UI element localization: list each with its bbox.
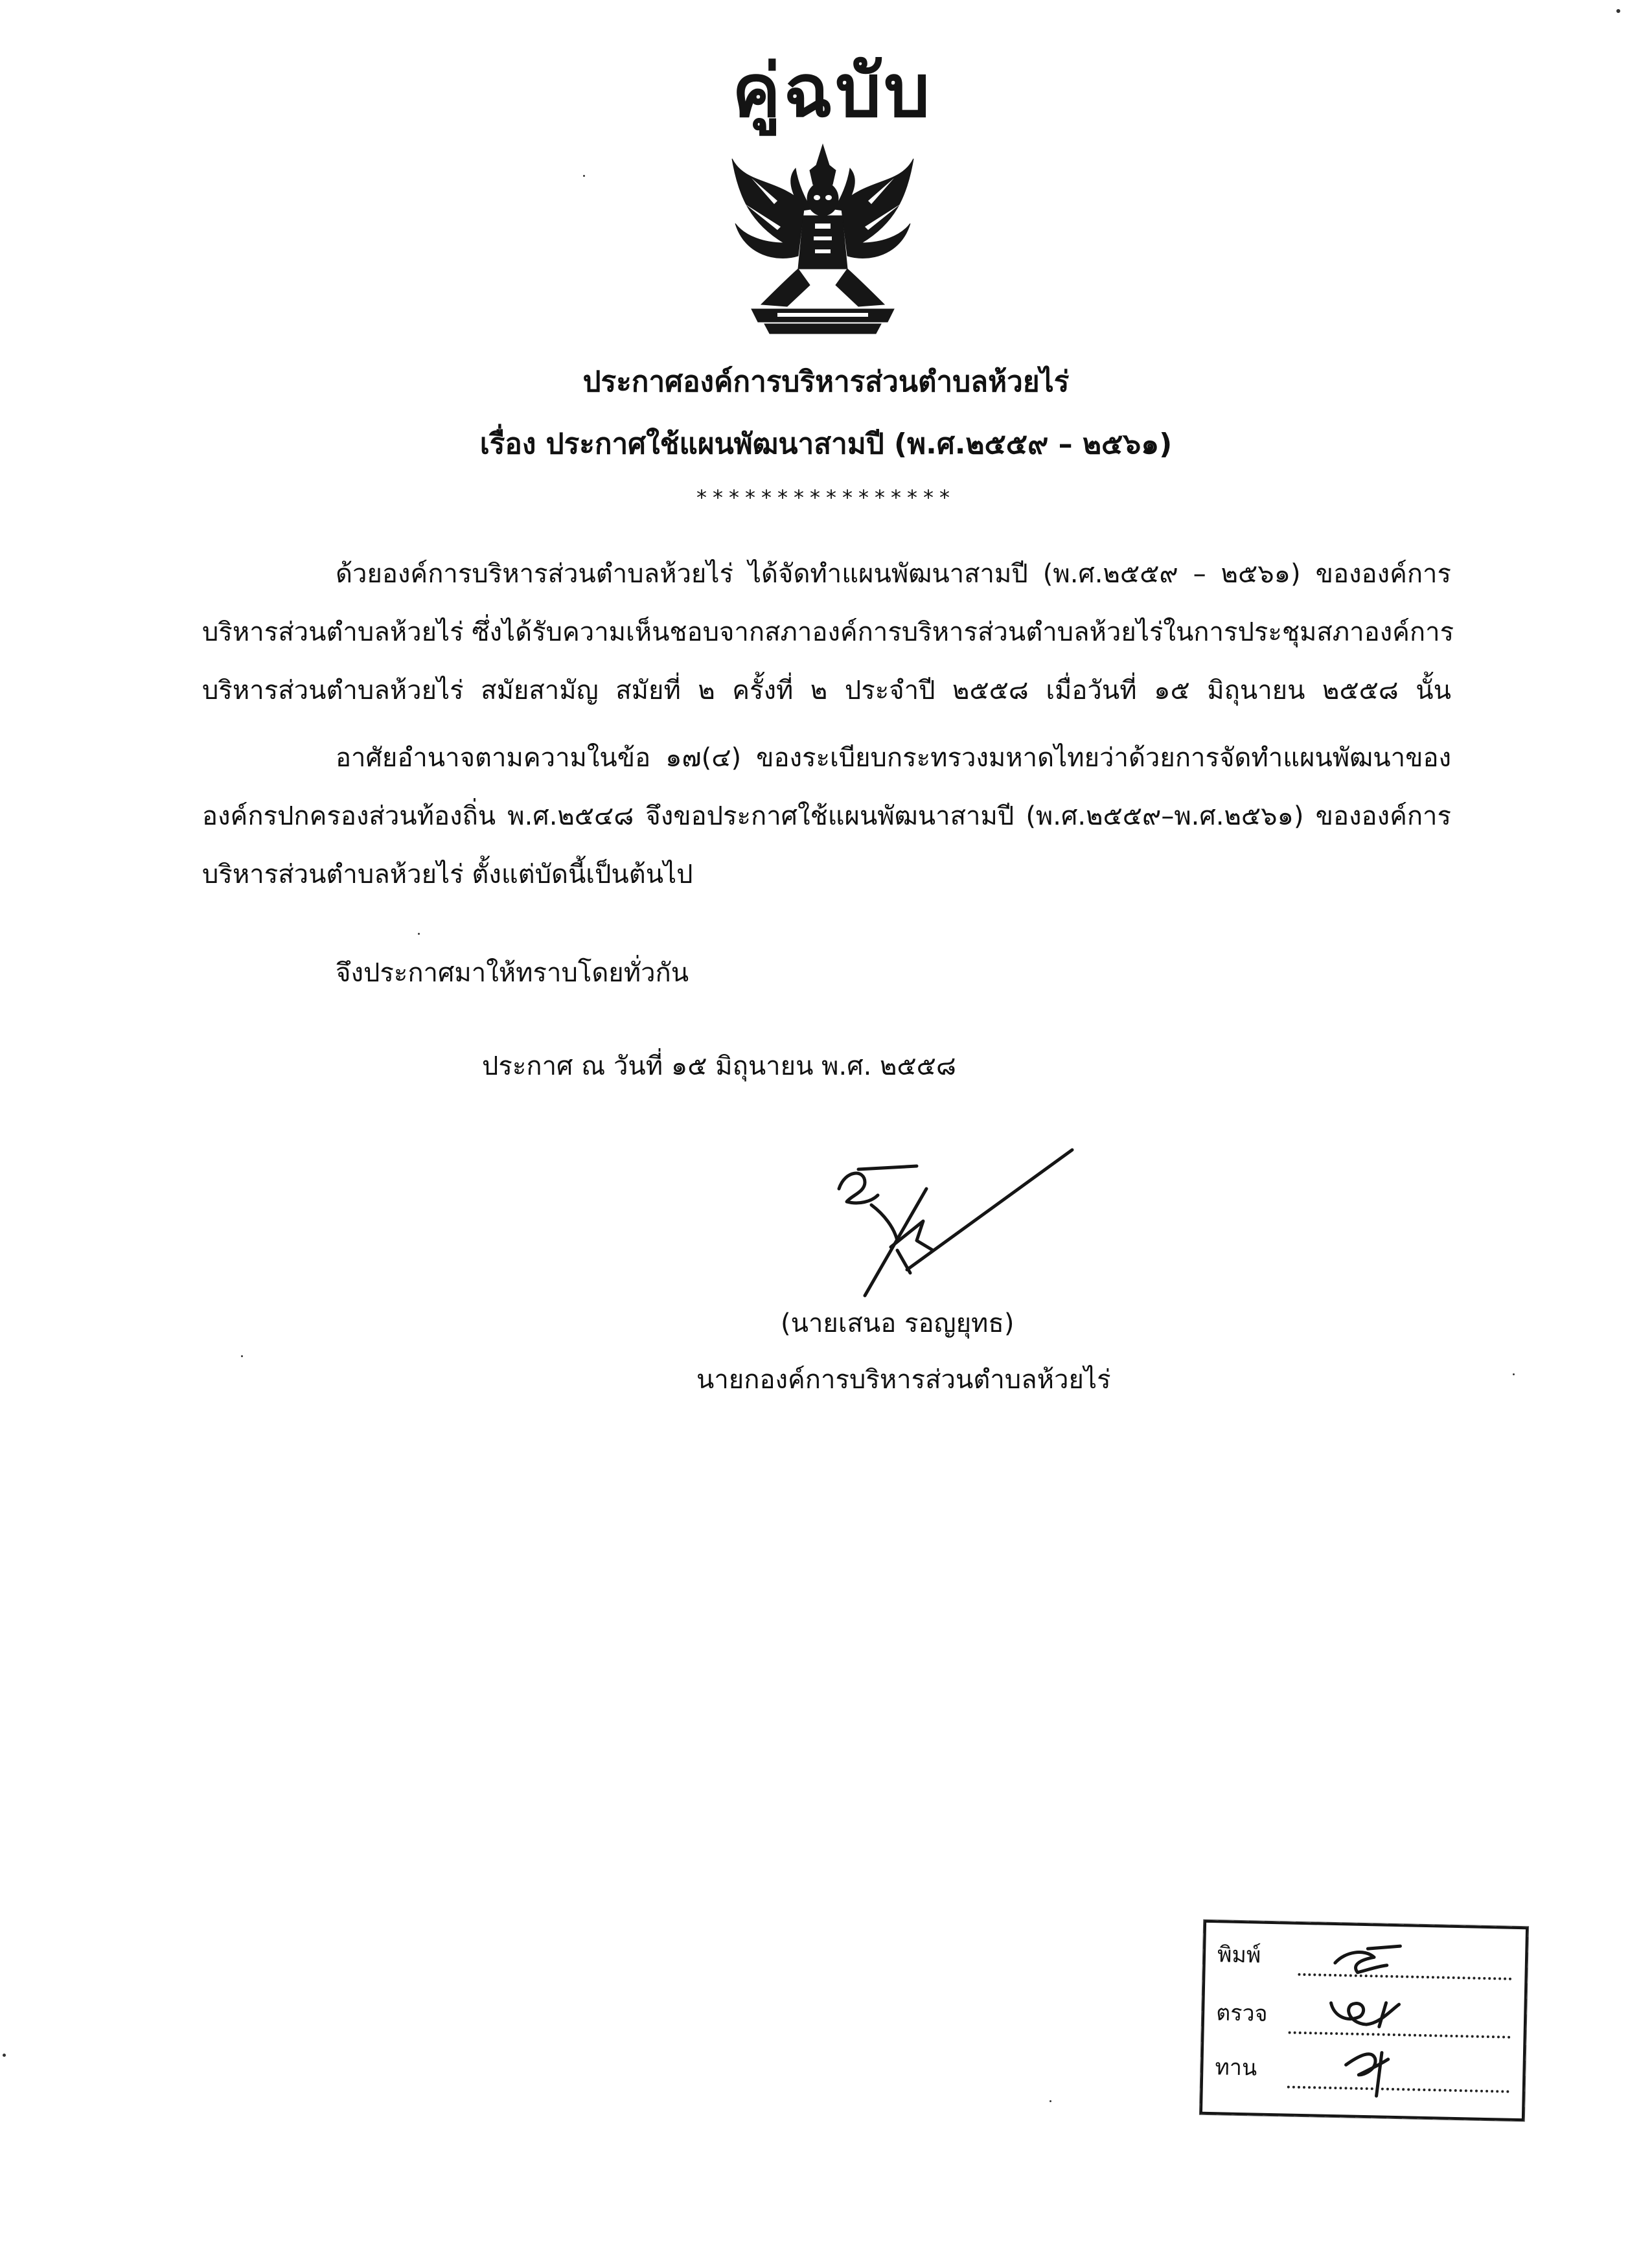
title-separator: **************** — [696, 485, 956, 510]
paragraph-2-line-1: อาศัยอำนาจตามความในข้อ ๑๗(๔) ของระเบียบกระทรวงมหาดไทยว่าด้วยการจัดทำแผนพัฒนาของ — [336, 743, 1451, 773]
paragraph-2-line-3: บริหารส่วนตำบลห้วยไร่ ตั้งแต่บัดนี้เป็นต้นไป — [202, 860, 693, 889]
garuda-emblem-icon — [726, 139, 920, 337]
paragraph-1-line-2: บริหารส่วนตำบลห้วยไร่ ซึ่งได้รับความเห็นชอบจากสภาองค์การบริหารส่วนตำบลห้วยไร่ในการประชุมสภาองค์การ — [202, 617, 1454, 647]
handwritten-initials — [1202, 1923, 1526, 2118]
announcement-title: ประกาศองค์การบริหารส่วนตำบลห้วยไร่ — [582, 365, 1070, 398]
closing-statement: จึงประกาศมาให้ทราบโดยทั่วกัน — [336, 958, 689, 988]
paragraph-1-line-1: ด้วยองค์การบริหารส่วนตำบลห้วยไร่ ได้จัดทำแผนพัฒนาสามปี (พ.ศ.๒๕๕๙ – ๒๕๖๑) ขององค์การ — [336, 559, 1452, 589]
typed-by-label: พิมพ์ — [1217, 1942, 1261, 1969]
signer-title: นายกองค์การบริหารส่วนตำบลห้วยไร่ — [696, 1365, 1111, 1395]
scan-speck — [583, 175, 585, 177]
proofreading-stamp — [1200, 1920, 1528, 2121]
signer-name: (นายเสนอ รอญยุทธ) — [781, 1309, 1015, 1338]
reviewed-by-label: ทาน — [1215, 2054, 1257, 2081]
scan-speck — [241, 1355, 243, 1357]
scan-speck — [3, 2054, 6, 2057]
copy-stamp: คู่ฉบับ — [732, 49, 933, 133]
scan-speck — [1050, 2100, 1051, 2102]
paragraph-1-line-3: บริหารส่วนตำบลห้วยไร่ สมัยสามัญ สมัยที่ ๒ ครั้งที่ ๒ ประจำปี ๒๕๕๘ เมื่อวันที่ ๑๕ มิถุนายน ๒๕๕๘ นั้น — [202, 676, 1451, 705]
paragraph-2-line-2: องค์กรปกครองส่วนท้องถิ่น พ.ศ.๒๕๔๘ จึงขอประกาศใช้แผนพัฒนาสามปี (พ.ศ.๒๕๕๙–พ.ศ.๒๕๖๑) ขององค์การ — [202, 801, 1451, 831]
checked-by-label: ตรวจ — [1215, 2000, 1268, 2027]
scan-speck — [1513, 1373, 1515, 1375]
scan-speck — [418, 933, 420, 935]
announcement-subject: เรื่อง ประกาศใช้แผนพัฒนาสามปี (พ.ศ.๒๕๕๙ – ๒๕๖๑) — [479, 428, 1173, 461]
handwritten-signature — [820, 1143, 1079, 1299]
announcement-date: ประกาศ ณ วันที่ ๑๕ มิถุนายน พ.ศ. ๒๕๕๘ — [482, 1051, 956, 1081]
scan-speck — [1616, 9, 1620, 13]
